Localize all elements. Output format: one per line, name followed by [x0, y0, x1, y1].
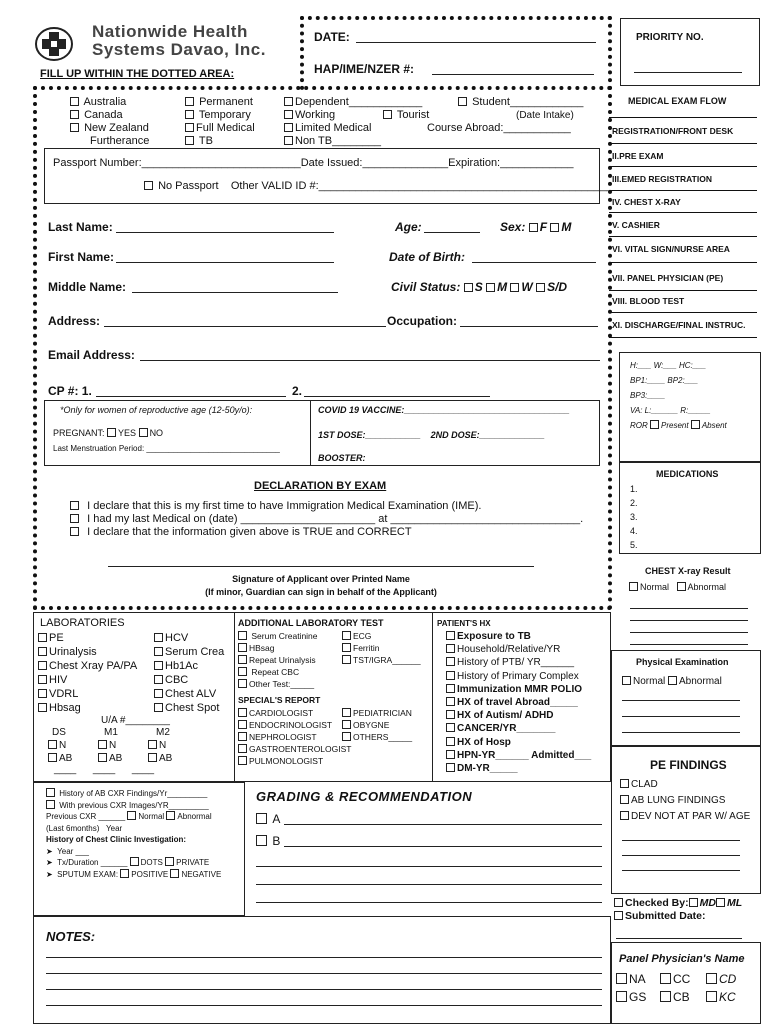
hx-title: PATIENT'S HX: [437, 619, 491, 628]
checkbox[interactable]: [165, 857, 174, 866]
checkbox[interactable]: [342, 631, 351, 640]
checkbox[interactable]: [446, 684, 455, 693]
checkbox[interactable]: [238, 744, 247, 753]
covid-vaccine: COVID 19 VACCINE:_________________________________: [318, 405, 570, 415]
checkbox[interactable]: [238, 732, 247, 741]
age-label: Age:: [395, 220, 422, 234]
checkbox[interactable]: [464, 283, 473, 292]
logo-name: Nationwide Health: [92, 22, 248, 41]
checkbox[interactable]: [185, 123, 194, 132]
checkbox[interactable]: [446, 657, 455, 666]
addl-col-2: ECG Ferritin TST/IGRA______: [342, 630, 421, 666]
checkbox[interactable]: [616, 991, 627, 1002]
checkbox[interactable]: [38, 703, 47, 712]
civil-status: Civil Status: S M W S/D: [391, 280, 568, 294]
cp2-label: 2.: [292, 384, 303, 398]
checkbox[interactable]: [154, 633, 163, 642]
email-field[interactable]: [140, 360, 600, 361]
middle-name-field[interactable]: [132, 292, 338, 293]
checkbox[interactable]: [529, 223, 538, 232]
physical-exam-title: Physical Examination: [636, 657, 729, 667]
checkbox[interactable]: [144, 181, 153, 190]
cp2-field[interactable]: [304, 396, 490, 397]
special-left: CARDIOLOGIST ENDOCRINOLOGIST NEPHROLOGIST GASTROENTEROLOGIST PULMONOLOGIST: [238, 707, 352, 767]
flow-step: VI. VITAL SIGN/NURSE AREA: [612, 244, 730, 254]
checkbox[interactable]: [127, 811, 136, 820]
checkbox[interactable]: [238, 631, 247, 640]
visa-tourist: Tourist: [383, 109, 429, 121]
priority-box: [620, 18, 760, 86]
checkbox[interactable]: [620, 811, 629, 820]
checkbox[interactable]: [706, 973, 717, 984]
checkbox[interactable]: [166, 811, 175, 820]
checkbox[interactable]: [154, 661, 163, 670]
sex-field: Sex: F M: [500, 220, 572, 234]
checkbox[interactable]: [154, 689, 163, 698]
visa-col-3: Dependent____________ Working Limited Medical Non TB________: [284, 96, 422, 148]
cp-label: CP #: 1.: [48, 384, 92, 398]
middle-name-label: Middle Name:: [48, 280, 127, 294]
declaration-title: DECLARATION BY EXAM: [254, 480, 387, 492]
covid-booster: BOOSTER:: [318, 453, 366, 463]
checkbox[interactable]: [620, 795, 629, 804]
checkbox[interactable]: [446, 631, 455, 640]
cxr-history: History of AB CXR Findings/Yr_________ With previous CXR Images/YR_________ Previous CXR ______ Normal Abnormal (Last 6months) Year History of Chest Clinic Investigation: ➤ Year ___ ➤ Tx/Duration ______ DOTS PRIVATE ➤ SPUTUM EXAM: POSITIVE NEGATIVE: [46, 789, 222, 879]
checkbox[interactable]: [342, 708, 351, 717]
last-name-label: Last Name:: [48, 220, 113, 234]
checkbox[interactable]: [70, 501, 79, 510]
checkbox[interactable]: [70, 123, 79, 132]
flow-step: II.PRE EXAM: [612, 151, 664, 161]
checkbox[interactable]: [170, 869, 179, 878]
fill-notice: FILL UP WITHIN THE DOTTED AREA:: [40, 68, 235, 80]
email-label: Email Address:: [48, 348, 135, 362]
checkbox[interactable]: [446, 697, 455, 706]
lmp-row: Last Menstruation Period: ______________________________: [53, 444, 280, 453]
notes-label: NOTES:: [46, 929, 96, 944]
medications-list: 1. 2. 3. 4. 5.: [630, 484, 638, 550]
checkbox[interactable]: [185, 97, 194, 106]
checkbox[interactable]: [668, 676, 677, 685]
checkbox[interactable]: [238, 655, 247, 664]
checkbox[interactable]: [256, 813, 267, 824]
checkbox[interactable]: [650, 420, 659, 429]
vitals: H:___ W:___ HC:___ BP1:____ BP2:___ BP3:____ VA: L:______ R:_____ ROR Present Absent: [630, 361, 727, 430]
checkbox[interactable]: [677, 582, 686, 591]
course-abroad: Course Abroad:___________: [427, 122, 571, 134]
ua-blank-row: ____ ____ ____: [54, 764, 155, 775]
checkbox[interactable]: [691, 420, 700, 429]
flow-title: MEDICAL EXAM FLOW: [628, 96, 727, 106]
checkbox[interactable]: [70, 110, 79, 119]
checkbox[interactable]: [458, 97, 467, 106]
checkbox[interactable]: [154, 703, 163, 712]
checkbox[interactable]: [154, 647, 163, 656]
checkbox[interactable]: [446, 671, 455, 680]
covid-doses: 1ST DOSE:___________ 2ND DOSE:_____________: [318, 430, 545, 440]
panel-title: Panel Physician's Name: [619, 953, 745, 965]
flow-step: V. CASHIER: [612, 220, 660, 230]
special-title: SPECIAL'S REPORT: [238, 695, 321, 705]
notes-line[interactable]: [46, 957, 602, 958]
pregnant-row: PREGNANT: YES NO: [53, 428, 164, 438]
checkbox[interactable]: [446, 737, 455, 746]
checkbox[interactable]: [38, 675, 47, 684]
dob-field[interactable]: [472, 262, 596, 263]
checkbox[interactable]: [342, 720, 351, 729]
first-name-label: First Name:: [48, 250, 115, 264]
flow-step: XI. DISCHARGE/FINAL INSTRUC.: [612, 320, 746, 330]
priority-label: PRIORITY NO.: [636, 32, 704, 43]
grading-b: B: [256, 834, 280, 848]
pe-findings-list: CLAD AB LUNG FINDINGS DEV NOT AT PAR W/ AGE: [620, 777, 750, 825]
checkbox[interactable]: [622, 676, 631, 685]
address-field[interactable]: [104, 326, 386, 327]
checkbox[interactable]: [98, 753, 107, 762]
checkbox[interactable]: [238, 643, 247, 652]
checkbox[interactable]: [446, 763, 455, 772]
grading-a: A: [256, 812, 280, 826]
checkbox[interactable]: [238, 720, 247, 729]
checkbox[interactable]: [629, 582, 638, 591]
top-dotted-area: [300, 16, 612, 90]
cp1-field[interactable]: [96, 396, 286, 397]
addl-col-1: Serum Creatinine HBsag Repeat Urinalysis Repeat CBC Other Test:_____: [238, 630, 318, 690]
checkbox[interactable]: [660, 991, 671, 1002]
passport-number: Passport Number:__________________________Date Issued:______________Expiration:____________: [53, 157, 574, 169]
labs-right: HCV Serum Crea Hb1Ac CBC Chest ALV Chest Spot: [154, 631, 224, 715]
checkbox[interactable]: [238, 667, 247, 676]
logo-subname: Systems Davao, Inc.: [92, 40, 266, 59]
checkbox[interactable]: [550, 223, 559, 232]
date-label: DATE:: [314, 30, 350, 44]
notes-line[interactable]: [46, 1005, 602, 1006]
declaration-items: I declare that this is my first time to have Immigration Medical Examination (IME). I had my last Medical on (date) ______________________ at _______________________________. I declare that the information given above is TRUE and CORRECT: [70, 500, 583, 539]
logo-emblem-icon: [34, 24, 74, 64]
checkbox[interactable]: [284, 110, 293, 119]
checkbox[interactable]: [620, 779, 629, 788]
signature-label: Signature of Applicant over Printed Name: [232, 574, 410, 584]
age-field[interactable]: [424, 232, 480, 233]
checkbox[interactable]: [614, 898, 623, 907]
checkbox[interactable]: [98, 740, 107, 749]
checkbox[interactable]: [383, 110, 392, 119]
checkbox[interactable]: [284, 136, 293, 145]
occupation-label: Occupation:: [387, 314, 458, 328]
checkbox[interactable]: [139, 428, 148, 437]
checkbox[interactable]: [48, 753, 57, 762]
checkbox[interactable]: [342, 643, 351, 652]
checkbox[interactable]: [46, 800, 55, 809]
checkbox[interactable]: [185, 110, 194, 119]
checkbox[interactable]: [154, 675, 163, 684]
checkbox[interactable]: [238, 679, 247, 688]
labs-title: LABORATORIES: [40, 617, 125, 629]
checkbox[interactable]: [70, 514, 79, 523]
notes-line[interactable]: [46, 973, 602, 974]
medications-title: MEDICATIONS: [656, 469, 719, 479]
occupation-field[interactable]: [460, 326, 598, 327]
checkbox[interactable]: [256, 835, 267, 846]
chest-title: CHEST X-ray Result: [645, 566, 731, 576]
ua-label: U/A #________: [101, 715, 170, 726]
flow-step: VIII. BLOOD TEST: [612, 296, 685, 306]
checkbox[interactable]: [614, 911, 623, 920]
checkbox[interactable]: [120, 869, 129, 878]
first-name-field[interactable]: [116, 262, 334, 263]
checkbox[interactable]: [38, 661, 47, 670]
checkbox[interactable]: [70, 97, 79, 106]
special-right: PEDIATRICIAN OBYGNE OTHERS_____: [342, 707, 412, 743]
pe-findings-title: PE FINDINGS: [650, 758, 727, 772]
checkbox[interactable]: [446, 710, 455, 719]
physical-exam-options: Normal Abnormal: [622, 676, 722, 687]
notes-box: [33, 916, 611, 1024]
hx-list: Exposure to TB Household/Relative/YR History of PTB/ YR______ History of Primary Complex Immunization MMR POLIO HX of travel Abroad_____ HX of Autism/ ADHD CANCER/YR_______ HX of Hosp HPN-YR______ Admitted___ DM-YR_____: [446, 630, 591, 775]
checkbox[interactable]: [107, 428, 116, 437]
last-name-field[interactable]: [116, 232, 334, 233]
checkbox[interactable]: [446, 644, 455, 653]
checkbox[interactable]: [616, 973, 627, 984]
visa-col-1: Australia Canada New Zealand Furtherance: [70, 96, 149, 148]
visa-student: Student____________: [458, 96, 583, 108]
checkbox[interactable]: [38, 689, 47, 698]
checkbox[interactable]: [284, 97, 293, 106]
signature-note: (If minor, Guardian can sign in behalf of the Applicant): [205, 587, 437, 597]
checkbox[interactable]: [185, 136, 194, 145]
checkbox[interactable]: [446, 750, 455, 759]
checkbox[interactable]: [38, 633, 47, 642]
checked-by: Checked By: MD ML Submitted Date:: [614, 897, 742, 923]
checkbox[interactable]: [706, 991, 717, 1002]
notes-line[interactable]: [46, 989, 602, 990]
addl-title: ADDITIONAL LABORATORY TEST: [238, 618, 384, 628]
checkbox[interactable]: [716, 898, 725, 907]
checkbox[interactable]: [238, 756, 247, 765]
flow-step: III.EMED REGISTRATION: [612, 174, 712, 184]
checkbox[interactable]: [342, 655, 351, 664]
checkbox[interactable]: [46, 788, 55, 797]
hap-label: HAP/IME/NZER #:: [314, 62, 415, 76]
dob-label: Date of Birth:: [389, 250, 465, 264]
flow-step: IV. CHEST X-RAY: [612, 197, 681, 207]
no-passport: No Passport Other VALID ID #:________________________________________________: [144, 180, 612, 192]
checkbox[interactable]: [510, 283, 519, 292]
priority-field[interactable]: [634, 72, 742, 73]
labs-left: PE Urinalysis Chest Xray PA/PA HIV VDRL Hbsag: [38, 631, 137, 715]
checkbox[interactable]: [689, 898, 698, 907]
date-field[interactable]: [356, 42, 596, 43]
checkbox[interactable]: [70, 527, 79, 536]
checkbox[interactable]: [38, 647, 47, 656]
checkbox[interactable]: [48, 740, 57, 749]
date-intake-label: (Date Intake): [516, 110, 574, 121]
checkbox[interactable]: [130, 857, 139, 866]
signature-line[interactable]: [108, 566, 534, 567]
flow-step: VII. PANEL PHYSICIAN (PE): [612, 273, 724, 283]
checkbox[interactable]: [486, 283, 495, 292]
flow-step: REGISTRATION/FRONT DESK: [612, 126, 734, 136]
checkbox[interactable]: [238, 708, 247, 717]
logo: [34, 22, 294, 68]
checkbox[interactable]: [446, 723, 455, 732]
visa-col-2: Permanent Temporary Full Medical TB: [185, 96, 255, 148]
checkbox[interactable]: [148, 740, 157, 749]
women-title: *Only for women of reproductive age (12-50y/o):: [60, 405, 253, 415]
address-label: Address:: [48, 314, 101, 328]
checkbox[interactable]: [342, 732, 351, 741]
checkbox[interactable]: [536, 283, 545, 292]
checkbox[interactable]: [660, 973, 671, 984]
checkbox[interactable]: [148, 753, 157, 762]
hap-field[interactable]: [432, 74, 594, 75]
chest-options: Normal Abnormal: [629, 582, 726, 592]
checkbox[interactable]: [284, 123, 293, 132]
grading-title: GRADING & RECOMMENDATION: [256, 789, 473, 804]
